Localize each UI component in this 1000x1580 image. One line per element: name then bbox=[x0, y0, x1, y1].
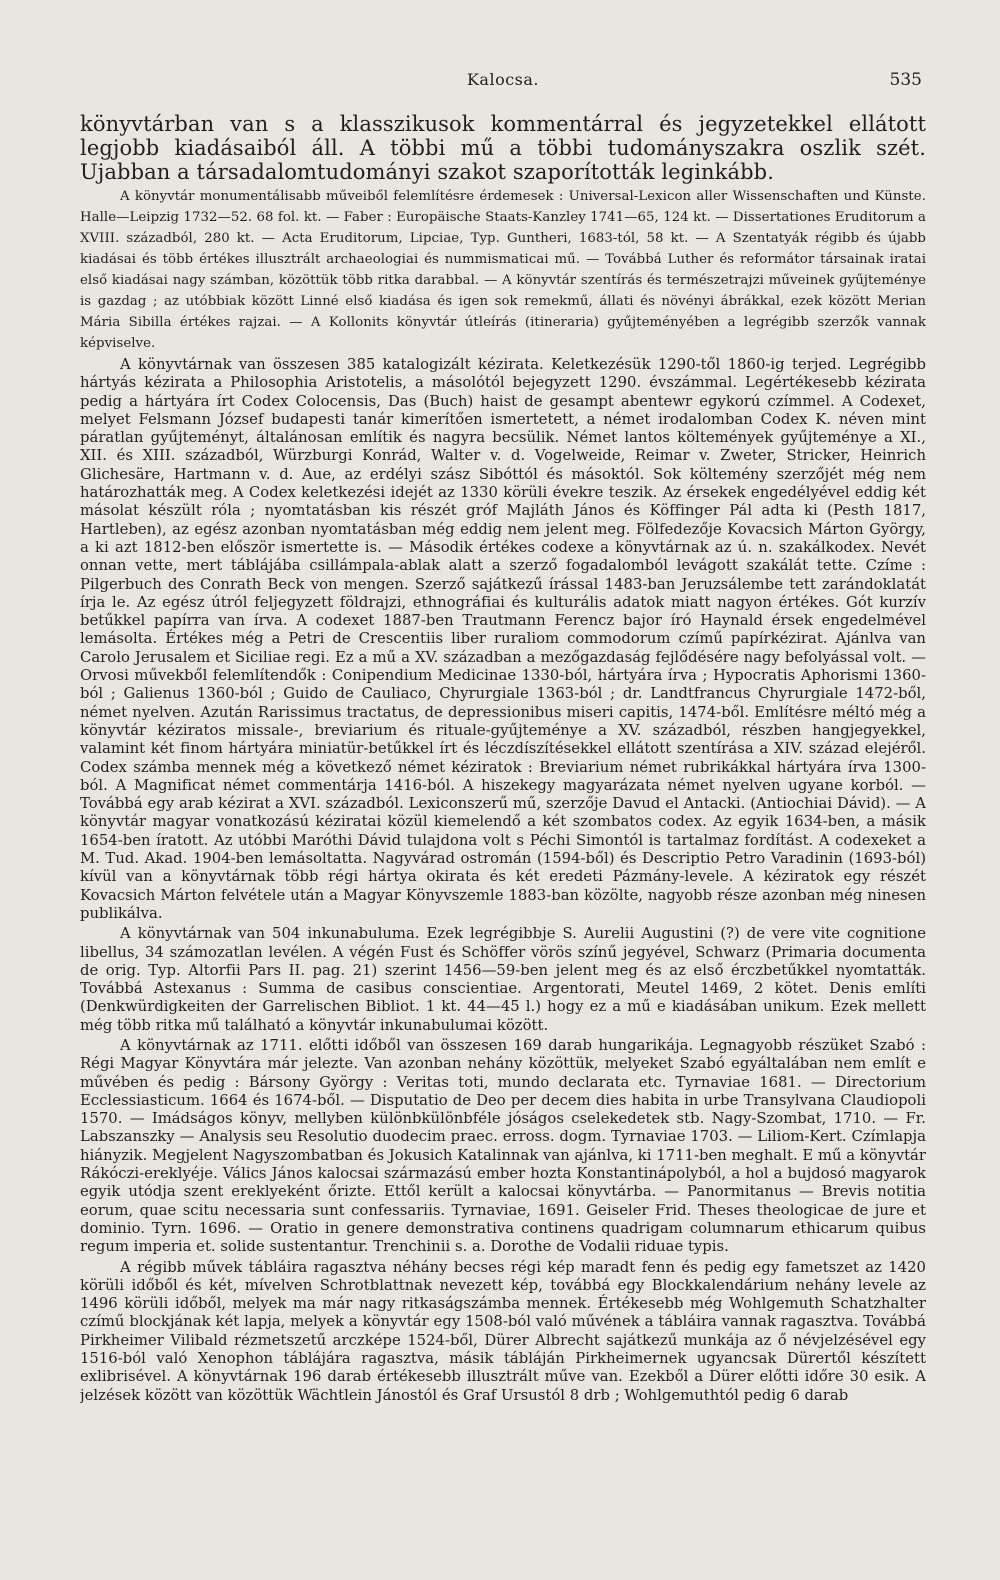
manuscripts-paragraph: A könyvtárnak van összesen 385 katalogizált kézirata. Keletkezésük 1290-től 1860-ig terjed. Legrégibb hártyás kézirata a Philosophia Aristotelis, a másolótól bejegyzett 1290. évszámmal. Legértékesebb kézirata pedig a hártyára írt Codex Colocensis, Das (Buch) haist de gesampt abentewr egykorú czímmel. A Codexet, melyet Felsmann József budapesti tanár kimerítően ismertetett, a német irodalomban Codex K. néven mint páratlan gyűjteményt, általánosan említik és nagyra becsülik. Német lantos költemények gyűjteménye a XI., XII. és XIII. századból, Würzburgi Konrád, Walter v. d. Vogelweide, Reimar v. Zweter, Stricker, Heinrich Glichesäre, Hartmann v. d. Aue, az erdélyi szász Sibóttól és másoktól. Sok költemény szerzőjét még nem határozhatták meg. A Codex keletkezési idejét az 1330 körüli évekre teszik. Az érsekek engedélyével eddig két másolat készült róla ; nyomtatásban kis részét gróf Majláth János és Köffinger Pál adta ki (Pesth 1817, Hartleben), az egész azonban nyomtatásban még eddig nem jelent meg. Fölfedezője Kovacsich Márton György, a ki azt 1812-ben először ismertette is. — Második értékes codexe a könyvtárnak az ú. n. szakálkodex. Nevét onnan vette, mert táblájába csillámpala-ablak alatt a szerző fogadalomból levágott szakálát tette. Czíme : Pilgerbuch des Conrath Beck von mengen. Szerző sajátkezű írással 1483-ban Jeruzsálembe tett zarándoklatát írja le. Az egész útról feljegyzett földrajzi, ethnográfiai és kulturális adatok miatt nagyon értékes. Gót kurzív betűkkel papírra van írva. A codexet 1887-ben Trautmann Ferencz bajor író Haynald érsek engedelmével lemásolta. Értékes még a Petri de Crescentiis liber ruraliom commodorum czímű papírkézirat. Ajánlva van Carolo Jerusalem et Siciliae regi. Ez a mű a XV. században a mezőgazdaság fejlődésére nagy befolyással volt. — Orvosi művekből felemlítendők : Conipendium Medicinae 1330-ból, hártyára írva ; Hypocratis Aphorismi 1360-ból ; Galienus 1360-ból ; Guido de Cauliaco, Chyrurgiale 1363-ból ; dr. Landtfrancus Chyrurgiale 1472-ből, német nyelven. Azután Rarissimus tractatus, de depressionibus miseri capitis, 1474-ből. Említésre méltó még a könyvtár kéziratos missale-, breviarium és rituale-gyűjteménye a XV. századból, részben hangjegyekkel, valamint két finom hártyára miniatür-betűkkel írt és léczdíszítésekkel ellátott szentírása a XIV. század elejéről. Codex számba mennek még a következő német kéziratok : Breviarium német rubrikákkal hártyára írva 1300-ból. A Magnificat német commentárja 1416-ból. A hiszekegy magyarázata német nyelven ugyane korból. — Továbbá egy arab kézirat a XVI. századból. Lexiconszerű mű, szerzője Davud el Antacki. (Antiochiai Dávid). — A könyvtár magyar vonatkozású kéziratai közül kiemelendő a két szombatos codex. Az egyik 1634-ben, a másik 1654-ben íratott. Az utóbbi Maróthi Dávid tulajdona volt s Péchi Simontól is tartalmaz fordítást. A codexeket a M. Tud. Akad. 1904-ben lemásoltatta. Nagyvárad ostromán (1594-ből) és Descriptio Petro Varadinin (1693-ból) kívül van a könyvtárnak több régi hártya okirata és két eredeti Pázmány-levele. A kéziratok egy részét Kovacsich Márton felvétele után a Magyar Könyvszemle 1883-ban közölte, nagyobb része azonban még ninesen publikálva. bbox=[80, 356, 926, 922]
running-head bbox=[84, 70, 922, 94]
hungarica-paragraph: A könyvtárnak az 1711. előtti időből van összesen 169 darab hungarikája. Legnagyobb részüket Szabó : Régi Magyar Könyvtára már jelezte. Van azonban nehány közöttük, melyeket Szabó egyáltalában nem említ e művében és pedig : Bársony György : Veritas toti, mundo declarata etc. Tyrnaviae 1681. — Directorium Ecclessiasticum. 1664 és 1674-ből. — Disputatio de Deo per decem dies habita in urbe Transylvana Claudiopoli 1570. — Imádságos könyv, mellyben különbkülönbféle jóságos cselekedetek stb. Nagy-Szombat, 1710. — Fr. Labszanszky — Analysis seu Resolutio duodecim praec. erross. dogm. Tyrnaviae 1703. — Liliom-Kert. Czímlapja hiányzik. Megjelent Nagyszombatban és Jokusich Katalinnak van ajánlva, ki 1711-ben meghalt. E mű a könyvtár Rákóczi-ereklyéje. Válics János kalocsai származású ember hozta Konstantinápolyból, a hol a bujdosó magyarok egyik utódja szent ereklyeként őrizte. Ettől került a kalocsai könyvtárba. — Panormitanus — Brevis notitia eorum, quae scitu necessaria sunt confessariis. Tyrnaviae, 1691. Geiseler Frid. Theses theologicae de jure et dominio. Tyrn. 1696. — Oratio in genere demonstrativa continens quadrigam columnarum ethicarum quibus regum imperia et. solide sustentantur. Trenchinii s. a. Dorothe de Vodalii riduae typis. bbox=[80, 1036, 926, 1256]
lead-paragraph: könyvtárban van s a klasszikusok kommentárral és jegyzetekkel ellátott legjobb kiadásaiból áll. A többi mű a többi tudományszakra oszlik szét. Ujabban a társadalomtudományi szakot szaporították leginkább. bbox=[80, 112, 926, 184]
running-title: Kalocsa. bbox=[466, 70, 540, 89]
library-highlights-paragraph: A könyvtár monumentálisabb műveiből felemlítésre érdemesek : Universal-Lexicon aller Wissenschaften und Künste. Halle—Leipzig 1732—52. 68 fol. kt. — Faber : Europäische Staats-Kanzley 1741—65, 124 kt. — Dissertationes Eruditorum a XVIII. századból, 280 kt. — Acta Eruditorum, Lipciae, Typ. Guntheri, 1683-tól, 58 kt. — A Szentatyák régibb és újabb kiadásai és több értékes illusztrált archaeologiai és nummismaticai mű. — Továbbá Luther és reformátor társainak iratai első kiadásai nagy számban, közöttük több ritka darabbal. — A könyvtár szentírás és természetrajzi műveinek gyűjteménye is gazdag ; az utóbbiak között Linné első kiadása és igen sok remekmű, állati és növényi ábrákkal, ezek között Merian Mária Sibilla értékes rajzai. — A Kollonits könyvtár útleírás (itineraria) gyűjteményében a legrégibb szerzők vannak képviselve. bbox=[80, 189, 926, 351]
page-number: 535 bbox=[889, 70, 922, 90]
incunabula-paragraph: A könyvtárnak van 504 inkunabuluma. Ezek legrégibbje S. Aurelii Augustini (?) de vere vite cognitione libellus, 34 számozatlan levélen. A végén Fust és Schöffer vörös színű jegyével, Schwarz (Primaria documenta de orig. Typ. Altorfii Pars II. pag. 21) szerint 1456—59-ben jelent meg és az első érczbetűkkel nyomtatták. Továbbá Astexanus : Summa de casibus conscientiae. Argentorati, Meutel 1469, 2 kötet. Denis említi (Denkwürdigkeiten der Garrelischen Bibliot. 1 kt. 44—45 l.) hogy ez a mű e kiadásában unikum. Ezek mellett még több ritka mű található a könyvtár inkunabulumai között. bbox=[80, 925, 926, 1034]
main-text bbox=[80, 112, 926, 1567]
illustrated-works-paragraph: A régibb művek tábláira ragasztva néhány becses régi kép maradt fenn és pedig egy fametszet az 1420 körüli időből és két, mívelven Schrotblattnak nevezett kép, továbbá egy Blockkalendárium nehány levele az 1496 körüli időből, melyek ma már nagy ritkaságszámba mennek. Értékesebb még Wohlgemuth Schatzhalter czímű blockjának két lapja, melyek a könyvtár egy 1508-ból való művének a tábláira vannak ragasztva. Továbbá Pirkheimer Vilibald rézmetszetű arczképe 1524-ből, Dürer Albrecht sajátkezű munkája az ő névjelzésével egy 1516-ból való Xenophon táblájára ragasztva, másik tábláján Pirkheimernek ugyancsak Dürertől készített exlibrisével. A könyvtárnak 196 darab értékesebb illusztrált műve van. Ezekből a Dürer előtti időre 30 esik. A jelzések között van közöttük Wächtlein Jánostól és Graf Ursustól 8 drb ; Wohlgemuthtól pedig 6 darab bbox=[80, 1258, 926, 1404]
